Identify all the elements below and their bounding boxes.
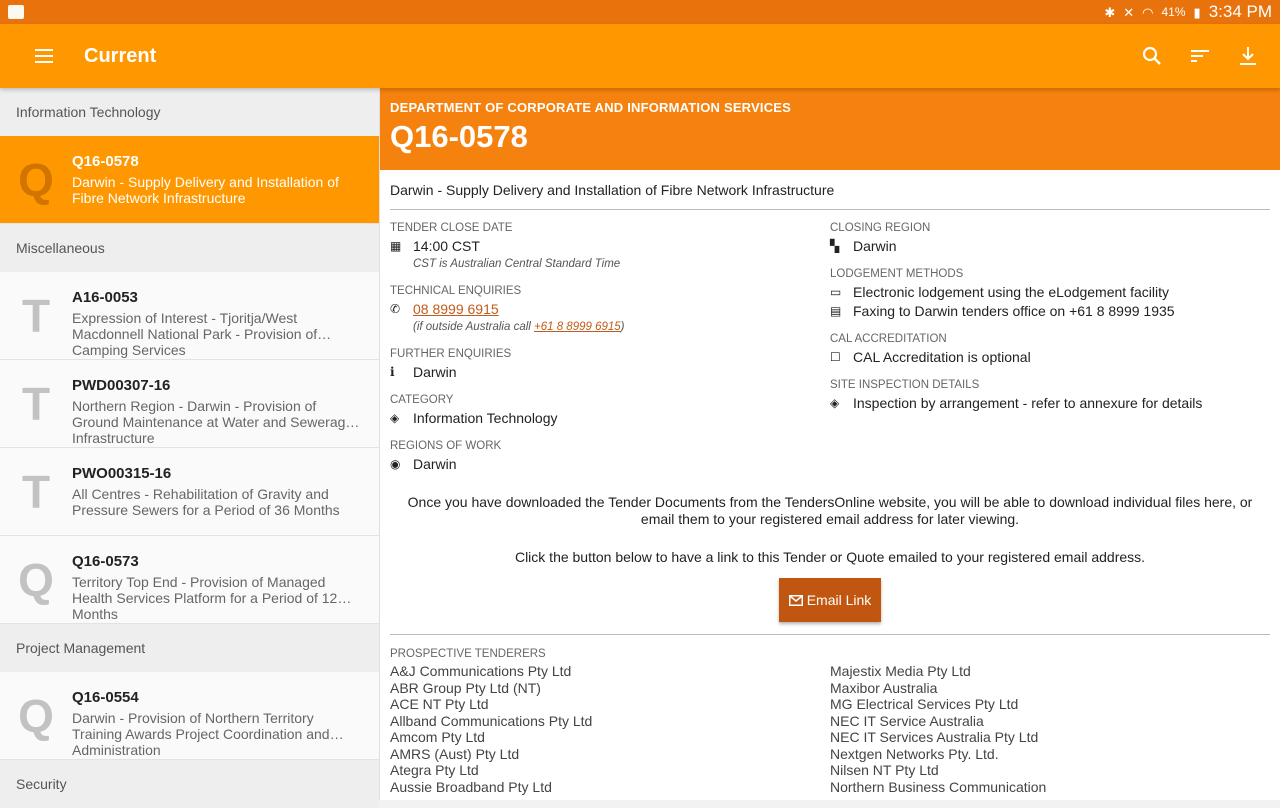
tenderer-item: Ategra Pty Ltd — [390, 762, 479, 778]
further-enquiries-field: FURTHER ENQUIRIES i Darwin — [390, 348, 512, 380]
map-icon: ▚ — [830, 239, 840, 253]
tender-close-value: 14:00 CST — [413, 238, 480, 254]
tenderer-item: Northern Business Communication — [830, 778, 1047, 795]
tenderer-item: AMRS (Aust) Pty Ltd — [390, 745, 520, 762]
envelope-icon — [789, 595, 803, 606]
tender-close-field: TENDER CLOSE DATE ▦ 14:00 CST CST is Australian Central Standard Time — [390, 222, 830, 273]
tenderer-item: Amcom Pty Ltd — [390, 729, 485, 745]
tender-list[interactable] — [0, 88, 380, 800]
app-bar — [0, 24, 1280, 88]
bluetooth-icon: ✱ — [1104, 4, 1116, 20]
battery-icon: ▮ — [1193, 4, 1201, 20]
section-header: Miscellaneous — [0, 224, 379, 272]
desktop-icon: ▭ — [830, 285, 842, 299]
tenderer-item: MG Electrical Services Pty Ltd — [830, 696, 1019, 712]
info-icon: i — [390, 365, 395, 379]
app-title: Current — [84, 44, 157, 67]
list-item[interactable] — [0, 272, 379, 360]
cube-icon: ◈ — [830, 396, 840, 410]
tender-desc: Darwin - Supply Delivery and Installation of Fibre Network Infrastructure — [72, 174, 339, 206]
clock: 3:34 PM — [1208, 2, 1272, 21]
prospective-tenderers-label: PROSPECTIVE TENDERERS — [390, 648, 546, 660]
tender-full-title: Darwin - Supply Delivery and Installation of Fibre Network Infrastructure — [390, 170, 1270, 210]
list-item[interactable] — [0, 672, 379, 760]
list-item[interactable] — [0, 536, 379, 624]
lodgement-field: LODGEMENT METHODS ▭ Electronic lodgement using the eLodgement facility ▤ Faxing to Darwin tenders office on +61 8 8999 1935 — [830, 268, 1175, 319]
section-header: Information Technology — [0, 88, 379, 136]
tender-desc: Territory Top End - Provision of Managed Health Services Platform for a Period of 12 Months — [72, 574, 338, 622]
phone-icon: ✆ — [390, 302, 401, 316]
fax-icon: ▤ — [830, 304, 842, 318]
tender-type-letter: T — [21, 465, 51, 518]
tenderer-item: Aussie Broadband Pty Ltd — [390, 778, 552, 795]
checkbox-icon: ☐ — [830, 350, 841, 364]
tenderer-item: NEC IT Service Australia — [830, 712, 984, 729]
search-icon — [1142, 46, 1162, 66]
menu-button[interactable] — [12, 24, 76, 88]
tenderer-item: Maxibor Australia — [830, 679, 938, 696]
tender-desc: Expression of Interest - Tjoritja/West Macdonnell National Park - Provision of Camping Services — [72, 310, 318, 358]
target-icon: ◉ — [390, 457, 401, 471]
section-header: Project Management — [0, 624, 379, 672]
tenderer-item: Nextgen Networks Pty. Ltd. — [830, 745, 999, 762]
status-bar — [0, 0, 1280, 24]
international-phone-link[interactable]: +61 8 8999 6915 — [534, 321, 621, 333]
email-info-text: Click the button below to have a link to this Tender or Quote emailed to your registered email address. — [514, 549, 1146, 565]
tender-type-letter: Q — [18, 689, 54, 742]
search-button[interactable] — [1128, 32, 1176, 80]
closing-region-field: CLOSING REGION ▚ Darwin — [830, 222, 931, 254]
tenderer-item: Allband Communications Pty Ltd — [390, 712, 593, 729]
wifi-icon: ◠ — [1142, 4, 1154, 20]
mute-icon: ✕ — [1123, 4, 1135, 20]
prospective-tenderers-list — [390, 663, 1270, 795]
list-item[interactable] — [0, 448, 379, 536]
tender-id: PWO00315-16 — [72, 465, 172, 482]
tender-desc: Northern Region - Darwin - Provision of Ground Maintenance at Water and Sewerage Infrastructure — [72, 398, 354, 446]
battery-percent: 41% — [1161, 5, 1186, 19]
calendar-icon: ▦ — [390, 239, 402, 253]
download-icon — [1239, 46, 1257, 66]
tender-id: A16-0053 — [72, 289, 138, 306]
notification-icon — [8, 5, 24, 19]
tender-desc: Darwin - Provision of Northern Territory Training Awards Project Coordination and Administration — [72, 710, 330, 758]
email-link-button[interactable]: Email Link — [779, 578, 881, 622]
tenderer-item: ABR Group Pty Ltd (NT) — [390, 679, 541, 696]
technical-enquiries-field: TECHNICAL ENQUIRIES ✆ 08 8999 6915 (if outside Australia call +61 8 8999 6915) — [390, 285, 625, 333]
detail-header — [380, 88, 1280, 170]
tenderer-item: A&J Communications Pty Ltd — [390, 663, 572, 679]
sort-icon — [1190, 48, 1210, 64]
tender-id: PWD00307-16 — [72, 377, 171, 394]
tender-type-letter: T — [21, 377, 51, 430]
tender-id: Q16-0554 — [72, 689, 139, 706]
tenderer-item: Majestix Media Pty Ltd — [830, 663, 971, 679]
tenderer-item: ACE NT Pty Ltd — [390, 696, 489, 712]
cal-field: CAL ACCREDITATION ☐ CAL Accreditation is optional — [830, 333, 1031, 365]
tender-detail[interactable] — [380, 88, 1280, 800]
tenderer-item: Nilsen NT Pty Ltd — [830, 762, 939, 778]
site-inspection-field: SITE INSPECTION DETAILS ◈ Inspection by arrangement - refer to annexure for details — [830, 379, 1203, 411]
section-header: Security — [0, 760, 379, 808]
technical-phone-link[interactable]: 08 8999 6915 — [413, 301, 499, 317]
tender-id: Q16-0573 — [72, 553, 139, 570]
tender-close-note: CST is Australian Central Standard Time — [413, 258, 621, 270]
download-info-text: Once you have downloaded the Tender Documents from the TendersOnline website, you will be able to download individual files here, or email them to your registered email address for later viewing. — [407, 494, 1253, 527]
sort-button[interactable] — [1176, 32, 1224, 80]
tender-type-letter: T — [21, 289, 51, 342]
tender-reference: Q16-0578 — [390, 119, 528, 154]
tender-id: Q16-0578 — [72, 153, 139, 170]
cube-icon: ◈ — [390, 411, 400, 425]
category-field: CATEGORY ◈ Information Technology — [390, 394, 558, 426]
menu-icon — [35, 49, 53, 63]
tender-type-letter: Q — [18, 153, 54, 206]
list-item[interactable] — [0, 360, 379, 448]
list-item[interactable] — [0, 136, 379, 224]
divider — [390, 634, 1270, 635]
tender-type-letter: Q — [18, 553, 54, 606]
department-name: DEPARTMENT OF CORPORATE AND INFORMATION SERVICES — [390, 100, 792, 115]
download-button[interactable] — [1224, 32, 1272, 80]
regions-field: REGIONS OF WORK ◉ Darwin — [390, 440, 502, 472]
tender-desc: All Centres - Rehabilitation of Gravity and Pressure Sewers for a Period of 36 Months — [72, 486, 340, 518]
tenderer-item: NEC IT Services Australia Pty Ltd — [830, 729, 1039, 745]
